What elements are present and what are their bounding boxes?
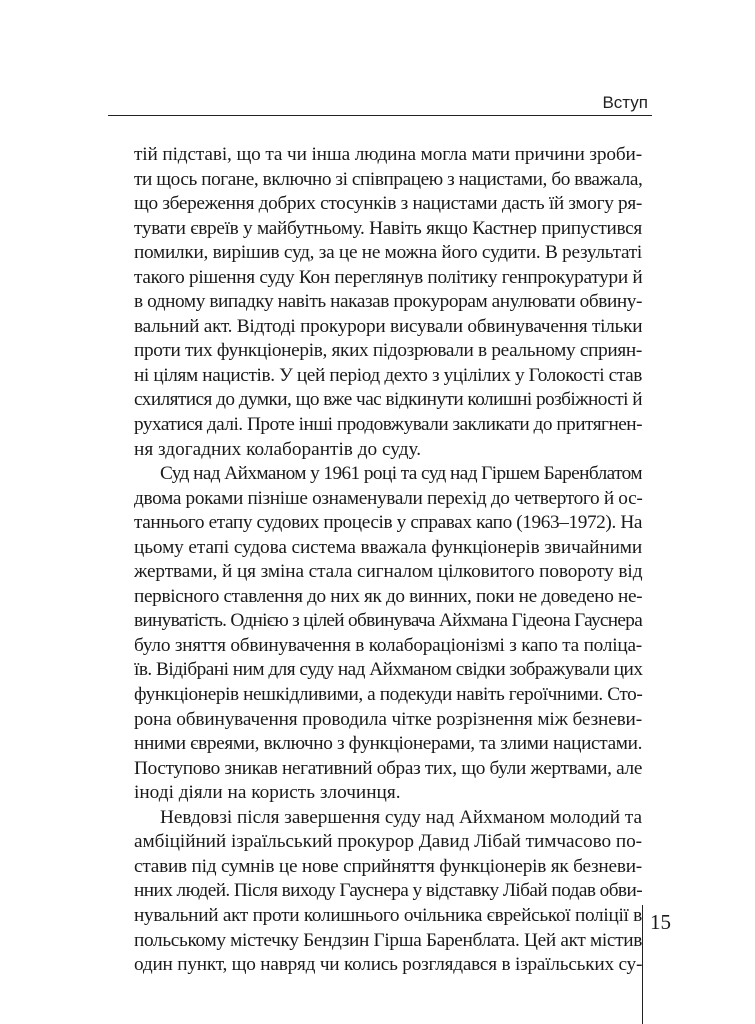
text-line: амбіційний ізраїльський прокурор Давид Лібай тимчасово по- (134, 831, 642, 853)
text-line: рухатися далі. Проте інші продовжували закликати до притягнен- (134, 414, 642, 436)
page-number: 15 (650, 910, 671, 934)
text-line: їв. Відібрані ним для суду над Айхманом свідки зображували цих (134, 659, 643, 681)
running-head (108, 93, 652, 116)
text-line: ня здогадних колаборантів до суду. (134, 438, 422, 460)
text-line: нувальний акт проти колишнього очільника єврейської поліції в (134, 904, 642, 926)
text-line: нних людей. Після виходу Гауснера у відставку Лібай подав обви- (134, 880, 643, 902)
text-line: ставив під сумнів це нове сприйняття функціонерів як безневи- (134, 855, 642, 877)
folio-rule (642, 905, 643, 1024)
text-line: Невдовзі після завершення суду над Айхманом молодий та (160, 806, 642, 828)
text-line: польському містечку Бендзин Гірша Баренблата. Цей акт містив (134, 929, 642, 951)
text-line: один пункт, що навряд чи колись розглядався в ізраїльських су- (134, 954, 643, 976)
text-line: таннього етапу судових процесів у справах капо (1963–1972). На (134, 512, 642, 534)
text-line: помилки, вирішив суд, за це не можна його судити. В результаті (134, 242, 642, 264)
text-line: ні цілям нацистів. У цей період дехто з уцілілих у Голокості став (134, 364, 642, 386)
text-line: Поступово зникав негативний образ тих, що були жертвами, але (134, 757, 643, 779)
body-text (134, 143, 642, 978)
text-line: що збереження добрих стосунків з нацистами дасть їй змогу ря- (134, 193, 642, 215)
text-line: цьому етапі судова система вважала функціонерів звичайними (134, 536, 643, 558)
text-line: винуватість. Однією з цілей обвинувача Айхмана Гідеона Гауснера (134, 610, 643, 632)
text-line: в одному випадку навіть наказав прокурорам анулювати обвину- (134, 291, 642, 313)
text-line: схилятися до думки, що вже час відкинути колишні розбіжності й (134, 389, 642, 411)
text-line: функціонерів нешкідливими, а подекуди навіть героїчними. Сто- (134, 684, 643, 706)
text-line: тій підставі, що та чи інша людина могла мати причини зроби- (134, 144, 642, 165)
text-line: тувати євреїв у майбутньому. Навіть якщо Кастнер припустився (134, 217, 642, 239)
section-title: Вступ (602, 93, 648, 112)
text-line: нними євреями, включно з функціонерами, та злими нацистами. (134, 733, 643, 755)
text-line: було зняття обвинувачення в колабораціонізмі з капо та поліца- (134, 634, 642, 656)
text-line: рона обвинувачення проводила чітке розрізнення між безневи- (134, 708, 642, 730)
text-line: двома роками пізніше ознаменували перехід до четвертого й ос- (134, 487, 643, 509)
text-line: Суд над Айхманом у 1961 році та суд над Гіршем Баренблатом (160, 463, 642, 485)
text-line: первісного ставлення до них як до винних, поки не доведено не- (134, 585, 643, 607)
text-line: іноді діяли на користь злочинця. (134, 782, 401, 804)
text-line: вальний акт. Відтоді прокурори висували обвинувачення тільки (134, 315, 643, 337)
text-line: такого рішення суду Кон переглянув політику генпрокуратури й (134, 266, 643, 288)
text-line: жертвами, й ця зміна стала сигналом цілковитого повороту від (134, 561, 643, 583)
text-line: ти щось погане, включно зі співпрацею з нацистами, бо вважала, (134, 168, 643, 190)
text-line: проти тих функціонерів, яких підозрювали в реальному сприян- (134, 340, 642, 362)
